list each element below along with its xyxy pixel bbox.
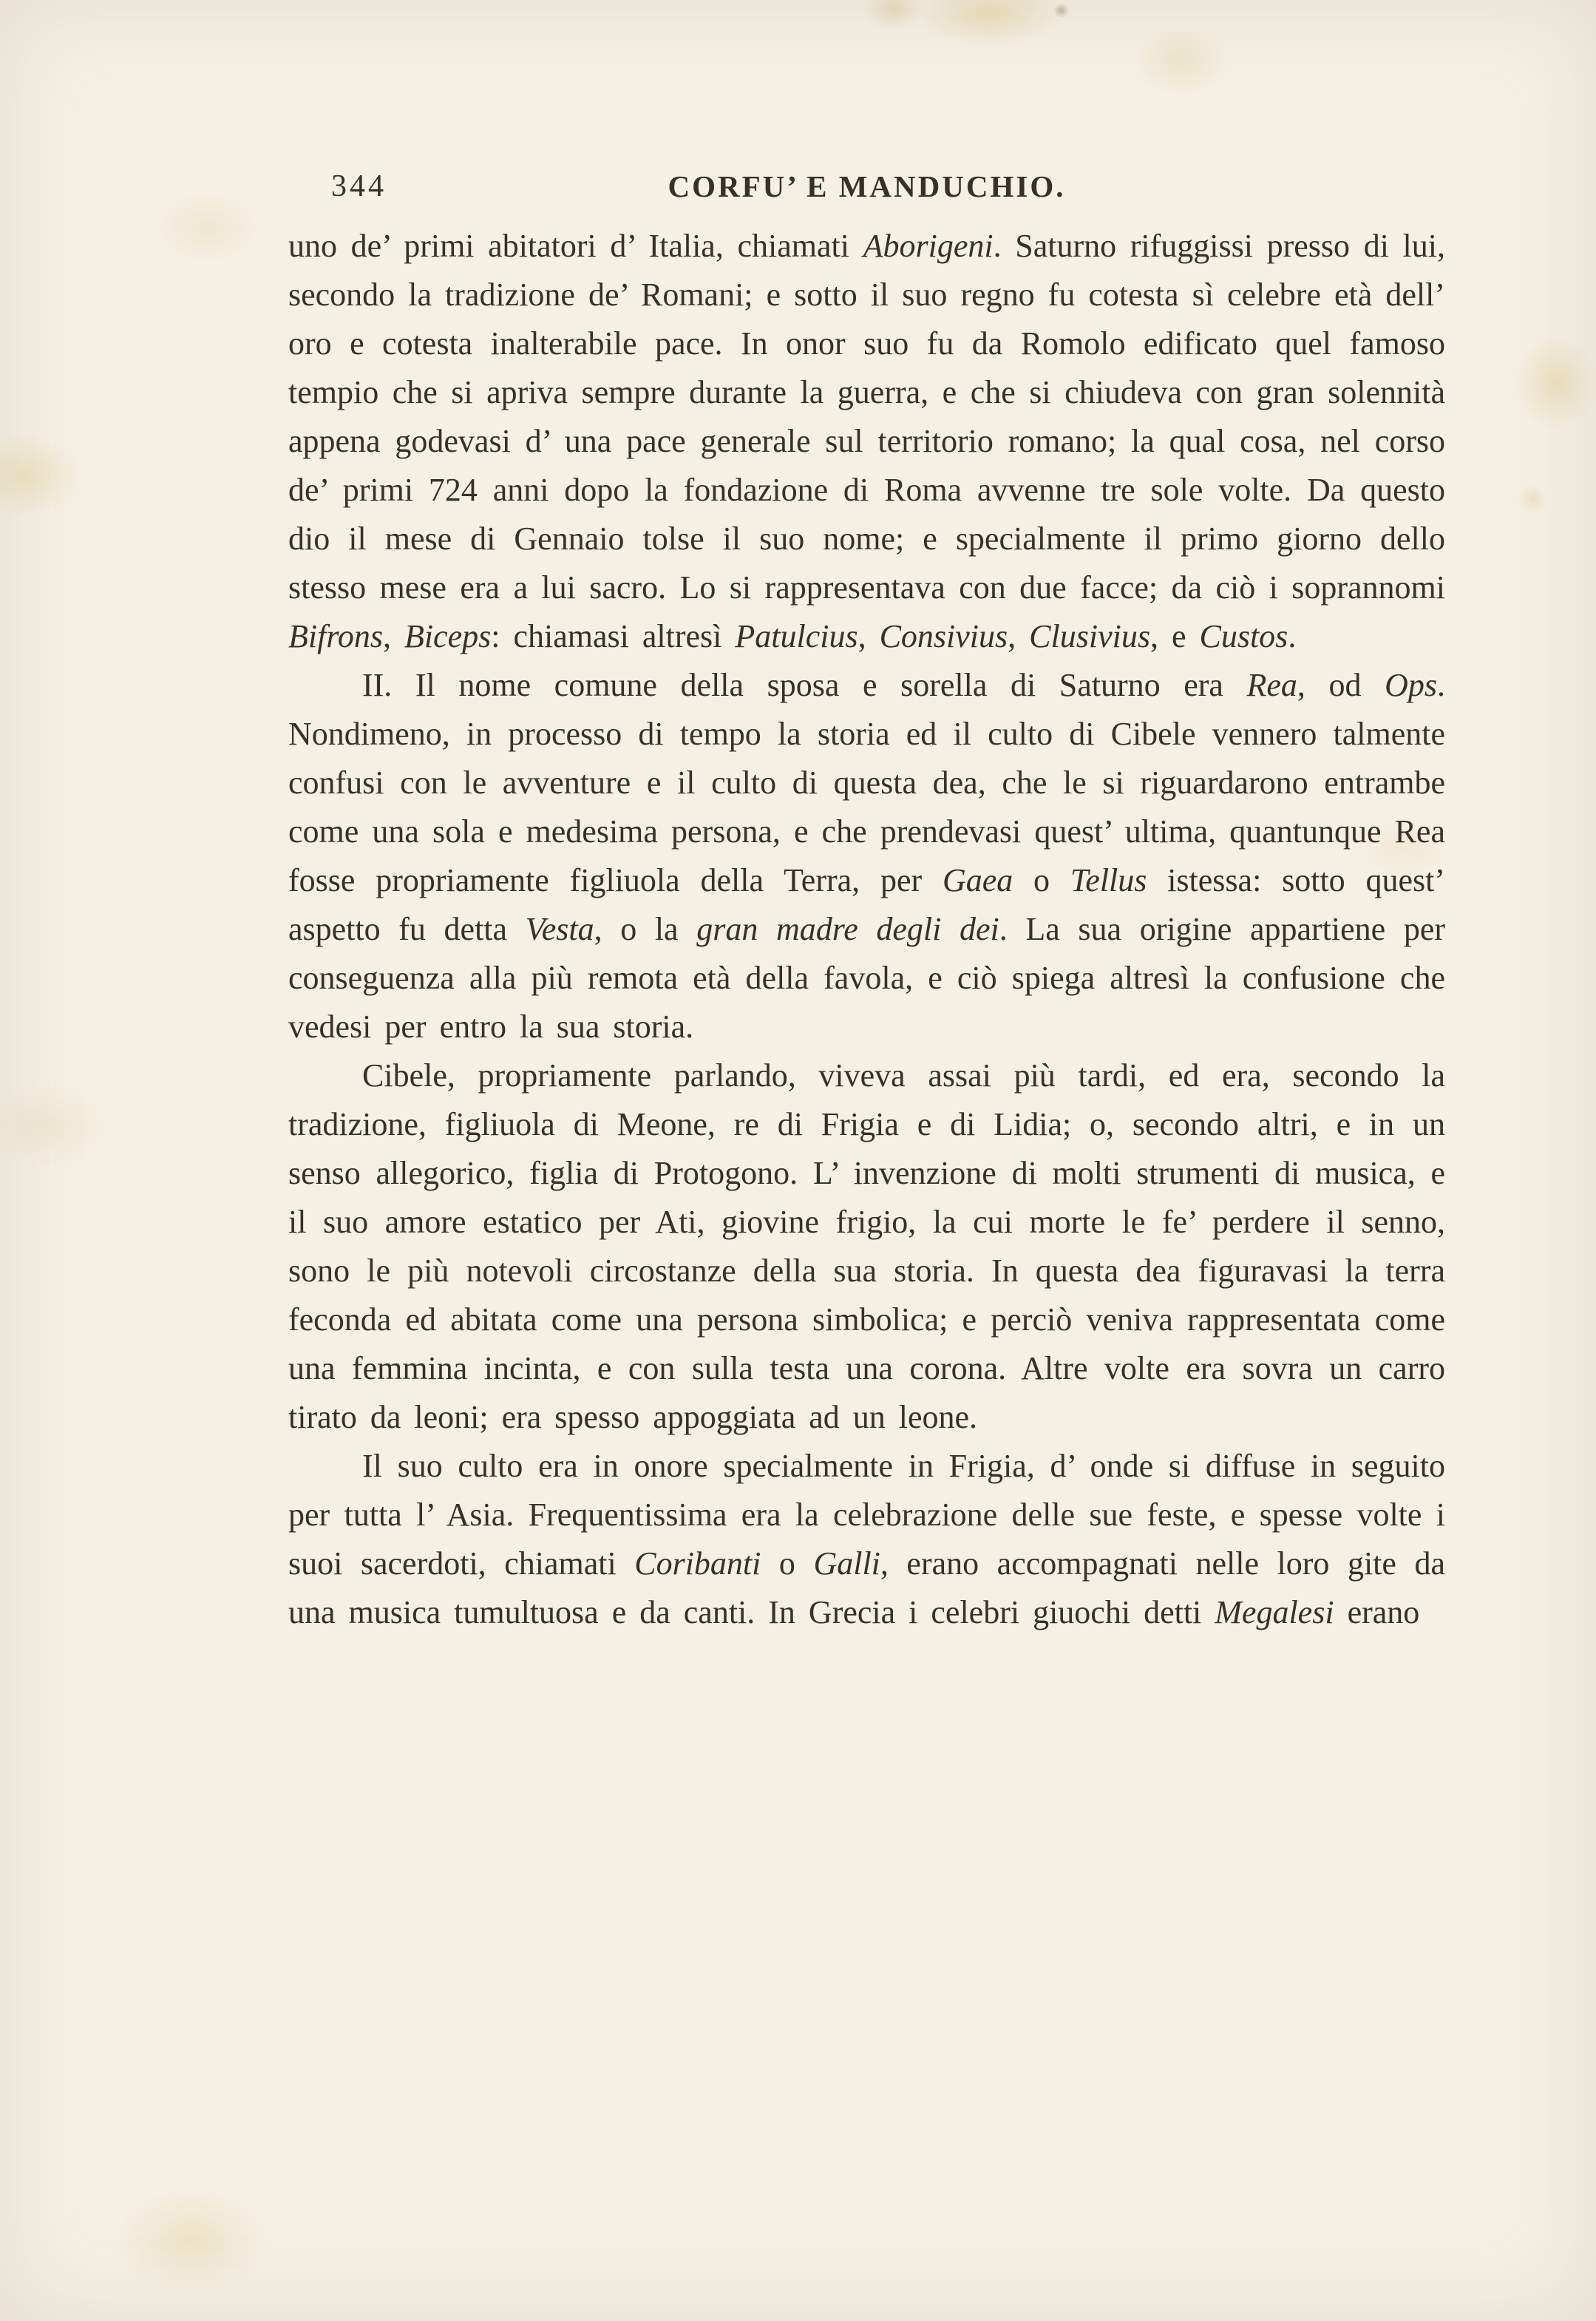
text-run: , erano accompagnati nelle loro gite da una musica tumultuosa e da canti. In Grecia i celebri giuochi detti — [288, 1545, 1445, 1630]
paragraph — [288, 1442, 1445, 1637]
text-run: . La sua origine appartiene per conseguenza alla più remota età della favola, e ciò spiega altresì la confusione che vedesi per entro la sua storia. — [288, 911, 1445, 1045]
italic-text-run: Custos — [1199, 618, 1288, 654]
italic-text-run: Rea — [1246, 667, 1297, 703]
italic-text-run: Patulcius — [735, 618, 858, 654]
italic-text-run: Biceps — [404, 618, 492, 654]
text-block — [288, 222, 1445, 1637]
page-number: 344 — [331, 169, 387, 203]
italic-text-run: Clusivius — [1029, 618, 1150, 654]
text-run: : chiamasi altresì — [491, 618, 736, 654]
paragraph — [288, 661, 1445, 1051]
italic-text-run: Coribanti — [634, 1545, 761, 1582]
paragraph — [288, 1051, 1445, 1442]
text-run: istessa: sotto quest’ aspetto fu detta — [288, 862, 1446, 947]
text-run: o — [1013, 862, 1070, 898]
italic-text-run: Galli — [813, 1545, 880, 1582]
text-run: . Nondimeno, in processo di tempo la storia ed il culto di Cibele vennero talmente confusi con le avventure e il culto di questa dea, che le si riguardarono entrambe come una sola e medesima persona, e che prendevasi quest’ ultima, quantunque Rea fosse propriamente figliuola della Terra, per — [288, 667, 1445, 898]
text-run: , — [1008, 618, 1030, 654]
text-run: o — [761, 1545, 814, 1582]
text-run: Il suo culto era in onore specialmente in Frigia, d’ onde si diffuse in seguito per tutta l’ Asia. Frequentissima era la celebrazione delle sue feste, e spesse volte i suoi sacerdoti, chiamati — [288, 1448, 1445, 1582]
text-run: . Saturno rifuggissi presso di lui, secondo la tradizione de’ Romani; e sotto il suo regno fu cotesta sì celebre età dell’ oro e cotesta inalterabile pace. In onor suo fu da Romolo edificato quel famoso tempio che si apriva sempre durante la guerra, e che si chiudeva con gran solennità appena godevasi d’ una pace generale sul territorio romano; la qual cosa, nel corso de’ primi 724 anni dopo la fondazione di Roma avvenne tre sole volte. Da questo dio il mese di Gennaio tolse il suo nome; e specialmente il primo giorno dello stesso mese era a lui sacro. Lo si rappresentava con due facce; da ciò i soprannomi — [288, 228, 1446, 606]
text-run: , — [858, 618, 880, 654]
italic-text-run: Ops — [1385, 667, 1437, 703]
italic-text-run: Tellus — [1070, 862, 1147, 898]
text-run: , o la — [594, 911, 697, 947]
italic-text-run: Aborigeni — [863, 228, 994, 264]
text-run: , od — [1297, 667, 1385, 703]
page-header — [288, 169, 1445, 213]
text-run: Cibele, propriamente parlando, viveva assai più tardi, ed era, secondo la tradizione, figliuola di Meone, re di Frigia e di Lidia; o, secondo altri, e in un senso allegorico, figlia di Protogono. L’ invenzione di molti strumenti di musica, e il suo amore estatico per Ati, giovine frigio, la cui morte le fe’ perdere il senno, sono le più notevoli circostanze della sua storia. In questa dea figuravasi la terra feconda ed abitata come una persona simbolica; e perciò veniva rappresentata come una femmina incinta, e con sulla testa una corona. Altre volte era sovra un carro tirato da leoni; era spesso appoggiata ad un leone. — [288, 1057, 1445, 1435]
italic-text-run: Vesta — [525, 911, 594, 947]
italic-text-run: gran madre degli dei — [696, 911, 999, 947]
text-run: . — [1288, 618, 1297, 654]
italic-text-run: Megalesi — [1215, 1594, 1334, 1630]
text-run: , e — [1150, 618, 1200, 654]
running-title: CORFU’ E MANDUCHIO. — [668, 169, 1066, 203]
text-run: II. Il nome comune della sposa e sorella di Saturno era — [362, 667, 1247, 703]
italic-text-run: Bifrons — [288, 618, 383, 654]
italic-text-run: Gaea — [942, 862, 1013, 898]
text-run: erano — [1334, 1594, 1420, 1630]
paragraph — [288, 222, 1445, 661]
italic-text-run: Consivius — [879, 618, 1008, 654]
text-run: , — [382, 618, 404, 654]
text-run: uno de’ primi abitatori d’ Italia, chiamati — [288, 228, 863, 264]
